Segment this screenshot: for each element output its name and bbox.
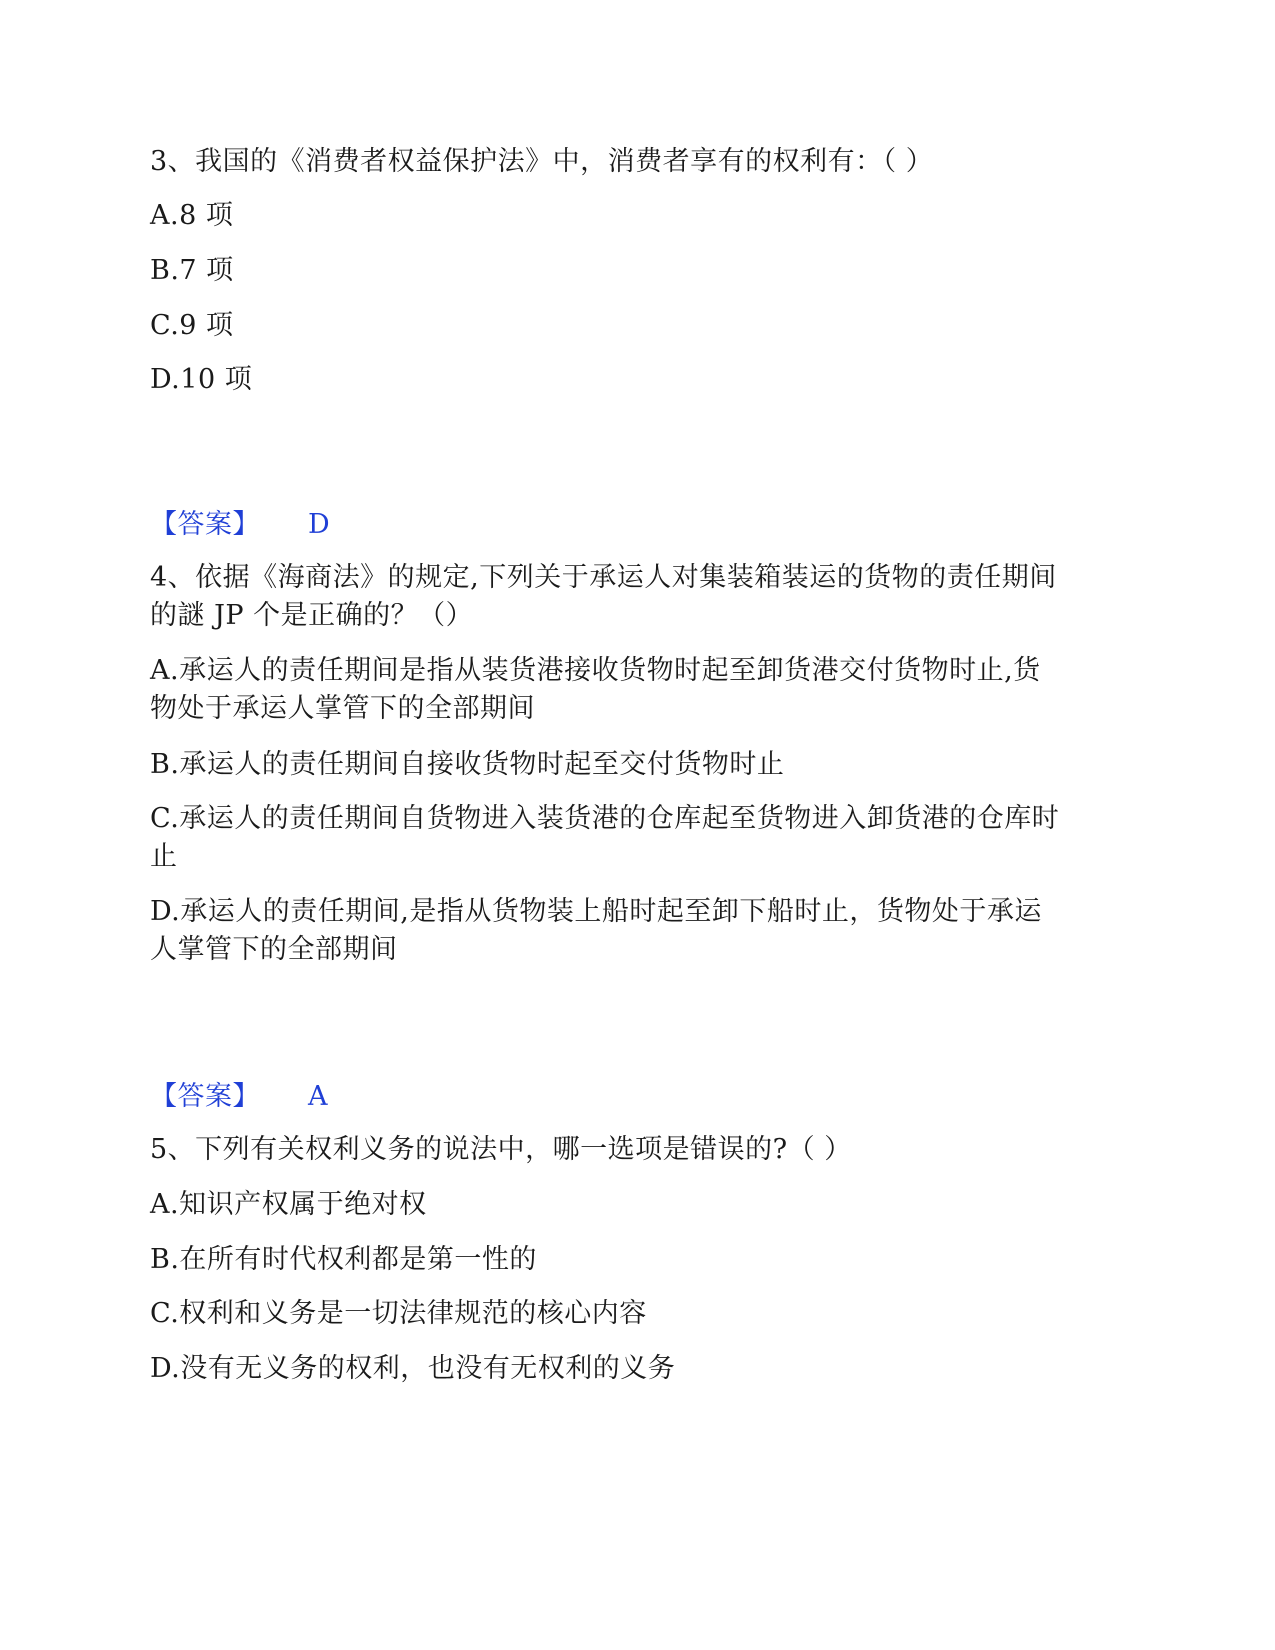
question-5-option-c: C.权利和义务是一切法律规范的核心内容: [150, 1298, 647, 1329]
question-3-option-a: A.8 项: [150, 200, 234, 231]
question-5-stem: 5、下列有关权利义务的说法中，哪一选项是错误的?（ ）: [150, 1134, 852, 1165]
question-5-option-b: B.在所有时代权利都是第一性的: [150, 1244, 537, 1275]
question-4-option-b: B.承运人的责任期间自接收货物时起至交付货物时止: [150, 749, 785, 780]
answer-value: D: [308, 509, 331, 540]
question-4-stem-line-1: 4、依据《海商法》的规定,下列关于承运人对集装箱装运的货物的责任期间: [150, 562, 1057, 593]
question-4-option-a-line-2: 物处于承运人掌管下的全部期间: [150, 693, 535, 724]
question-4-option-c-line-2: 止: [150, 841, 178, 872]
answer-label: 【答案】: [150, 1081, 260, 1112]
question-3-option-d: D.10 项: [150, 364, 253, 395]
question-4-option-a-line-1: A.承运人的责任期间是指从装货港接收货物时起至卸货港交付货物时止,货: [150, 655, 1041, 686]
question-3-option-c: C.9 项: [150, 310, 234, 341]
question-4-stem-line-2: 的謎 JP 个是正确的？（）: [150, 600, 474, 631]
question-4-option-d-line-2: 人掌管下的全部期间: [150, 934, 398, 965]
question-3-option-b: B.7 项: [150, 255, 234, 286]
answer-value: A: [308, 1081, 328, 1112]
question-3-stem: 3、我国的《消费者权益保护法》中，消费者享有的权利有：（ ）: [150, 146, 934, 177]
question-4-option-c-line-1: C.承运人的责任期间自货物进入装货港的仓库起至货物进入卸货港的仓库时: [150, 803, 1060, 834]
answer-label: 【答案】: [150, 509, 260, 540]
question-5-option-a: A.知识产权属于绝对权: [150, 1189, 427, 1220]
question-4-option-d-line-1: D.承运人的责任期间,是指从货物装上船时起至卸下船时止，货物处于承运: [150, 896, 1042, 927]
question-5-option-d: D.没有无义务的权利，也没有无权利的义务: [150, 1353, 676, 1384]
question-4-answer: [150, 1078, 328, 1116]
question-3-answer: [150, 506, 331, 544]
